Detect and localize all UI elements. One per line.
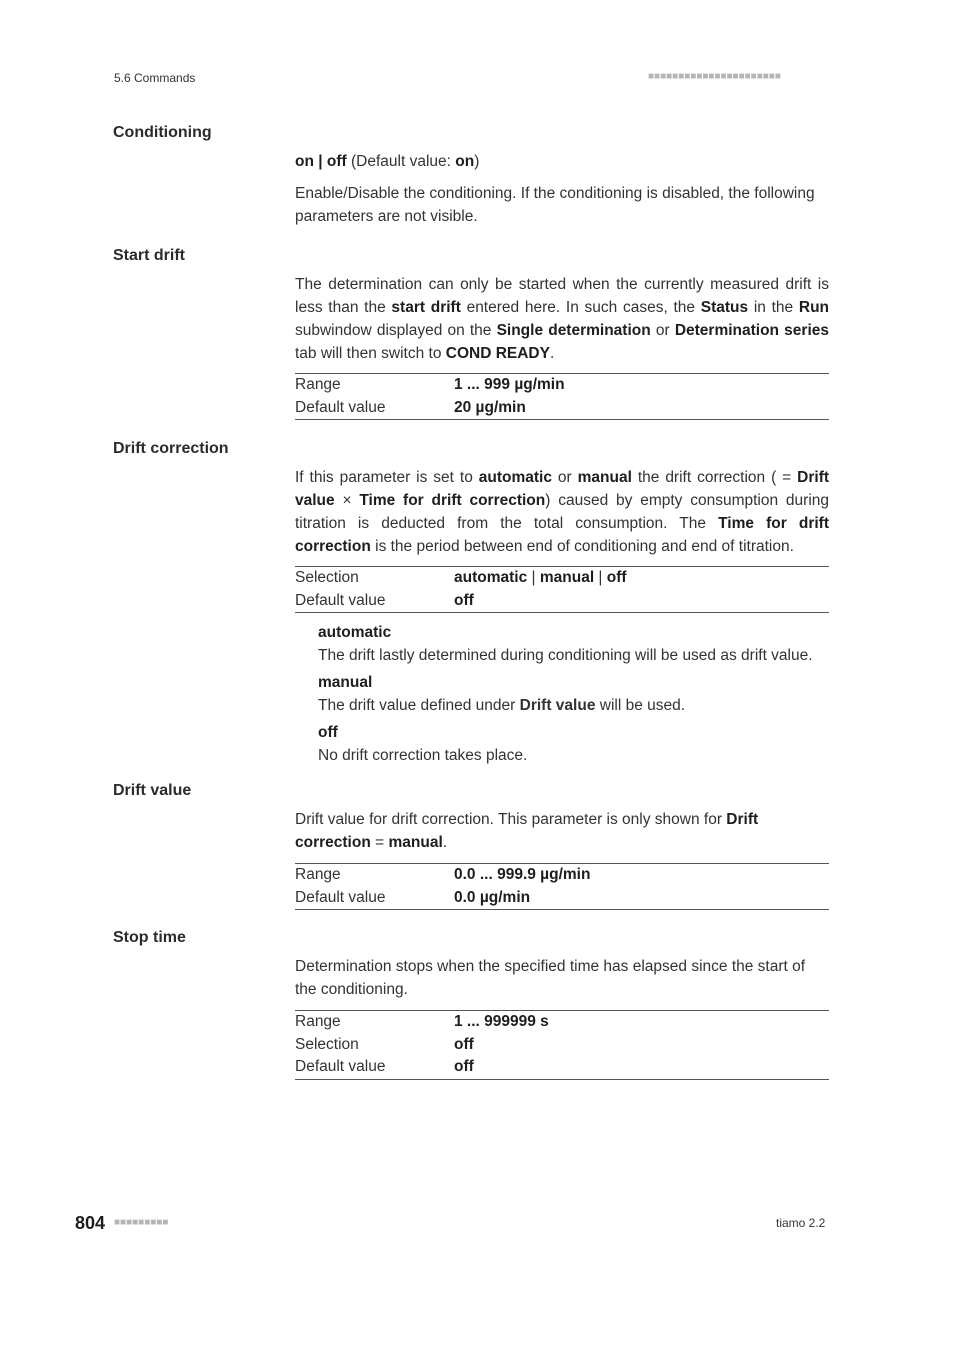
table-row: Selection off: [295, 1035, 474, 1053]
running-header-section: 5.6 Commands: [114, 71, 196, 85]
conditioning-description: Enable/Disable the conditioning. If the conditioning is disabled, the following parameters are not visible.: [295, 185, 815, 225]
footer-product: tiamo 2.2: [776, 1216, 826, 1230]
option-desc: No drift correction takes place.: [318, 746, 528, 764]
section-title-start-drift: Start drift: [113, 247, 185, 264]
footer-dots: ■■■■■■■■■: [114, 1217, 169, 1228]
table-row: Selection automatic | manual | off: [295, 569, 627, 587]
drift-value-description: Drift value for drift correction. This parameter is only shown for Drift correction = manual.: [295, 811, 759, 851]
section-title-drift-value: Drift value: [113, 782, 192, 799]
stop-time-description: Determination stops when the specified time has elapsed since the start of the conditioning.: [295, 958, 806, 998]
page-number: 804: [75, 1213, 106, 1233]
table-row: Range 0.0 ... 999.9 µg/min: [295, 866, 591, 884]
drift-correction-table: [295, 566, 829, 613]
table-row: Default value 0.0 µg/min: [295, 888, 531, 906]
drift-correction-options: [318, 622, 838, 772]
conditioning-options: on | off (Default value: on): [295, 153, 480, 170]
table-row: Range 1 ... 999 µg/min: [295, 376, 565, 394]
option-desc: The drift value defined under Drift value will be used.: [318, 696, 686, 714]
option-desc: The drift lastly determined during conditioning will be used as drift value.: [318, 646, 813, 664]
table-row: Range 1 ... 999999 s: [295, 1013, 549, 1031]
table-row: Default value 20 µg/min: [295, 398, 526, 416]
start-drift-table: [295, 373, 829, 420]
start-drift-description: The determination can only be started when the currently measured drift is less than the start drift entered here. In such cases, the Status in the Run subwindow displayed on the Single determination or Determination series tab will then switch to COND READY.: [295, 276, 830, 362]
stop-time-table: [295, 1010, 829, 1080]
section-title-conditioning: Conditioning: [113, 124, 212, 141]
section-title-stop-time: Stop time: [113, 929, 186, 946]
drift-correction-description: If this parameter is set to automatic or manual the drift correction ( = Drift value × Time for drift correction) caused by empty consumption during titration is deducted from the total consumption. The Time for drift correction is the period between end of conditioning and end of titration.: [295, 469, 830, 555]
table-row: Default value off: [295, 591, 474, 609]
drift-value-table: [295, 863, 829, 910]
option-term: automatic: [318, 624, 392, 641]
option-term: off: [318, 724, 338, 741]
section-title-drift-correction: Drift correction: [113, 440, 229, 457]
option-term: manual: [318, 674, 373, 691]
table-row: Default value off: [295, 1058, 474, 1076]
running-header-dots: ■■■■■■■■■■■■■■■■■■■■■■: [648, 71, 781, 82]
